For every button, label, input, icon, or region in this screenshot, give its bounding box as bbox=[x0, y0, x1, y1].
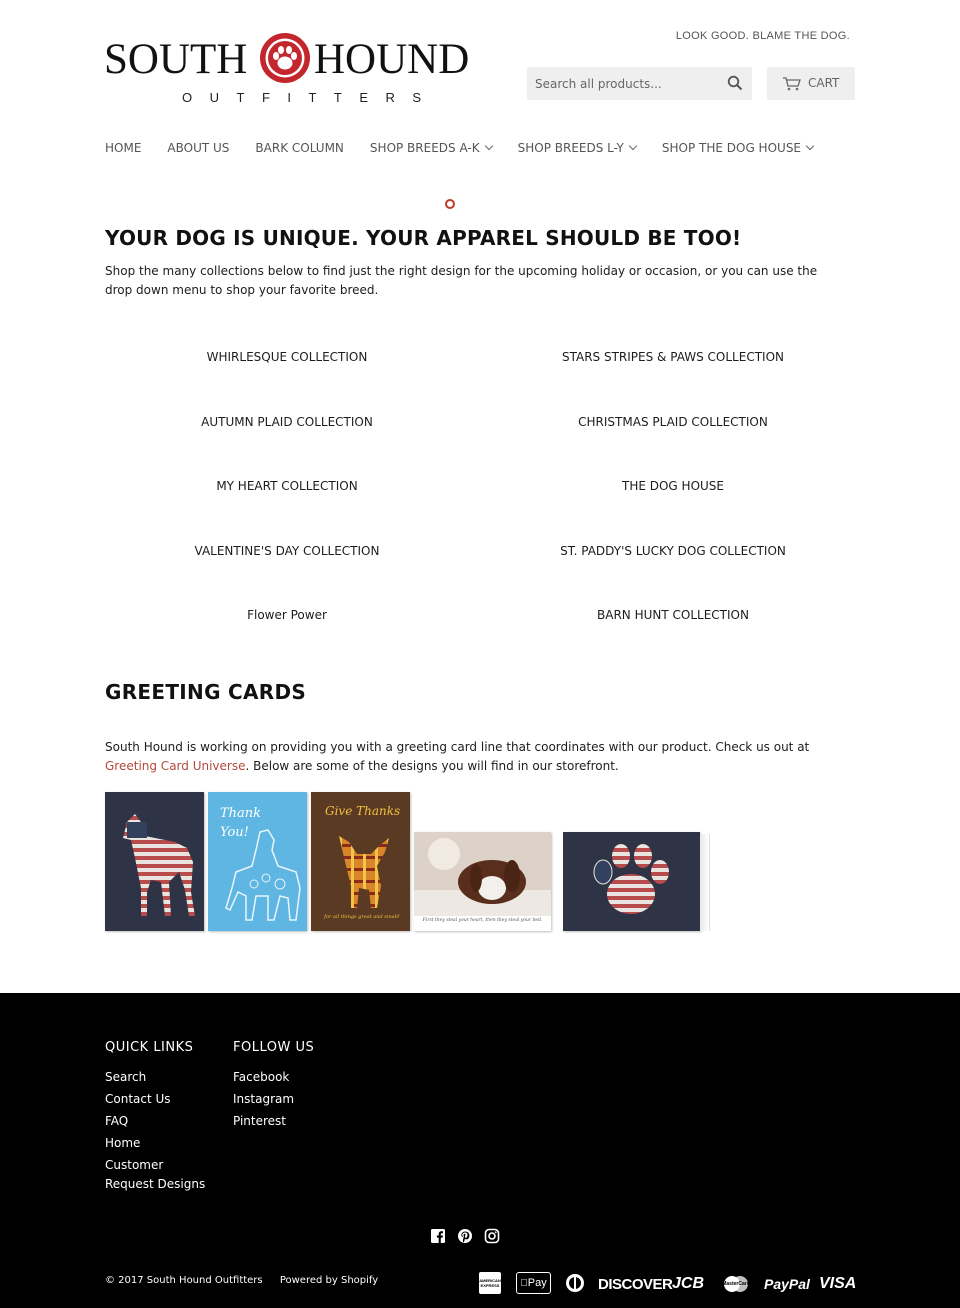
main-nav bbox=[105, 139, 839, 157]
dog-flag-image bbox=[105, 792, 204, 931]
paypal-icon bbox=[764, 1276, 810, 1292]
footer-link-contact[interactable]: Contact Us bbox=[105, 1092, 171, 1106]
collection-link-christmas-plaid[interactable]: CHRISTMAS PLAID COLLECTION bbox=[578, 415, 768, 429]
collection-link-stars-stripes[interactable]: STARS STRIPES & PAWS COLLECTION bbox=[561, 350, 784, 364]
card-give-thanks-text: Give Thanks bbox=[325, 804, 401, 818]
apple-pay-icon bbox=[516, 1272, 551, 1294]
cart-button[interactable] bbox=[767, 67, 855, 100]
dog-photo-image bbox=[414, 832, 551, 931]
chevron-down-icon bbox=[629, 142, 637, 150]
footer-link-search[interactable]: Search bbox=[105, 1070, 147, 1084]
card-thank-you-text: Thank You! bbox=[220, 806, 262, 840]
copyright-text: © 2017 South Hound Outfitters bbox=[105, 1275, 263, 1286]
diners-club-icon bbox=[564, 1272, 586, 1294]
facebook-icon[interactable] bbox=[430, 1228, 446, 1244]
site-logo[interactable] bbox=[104, 32, 482, 108]
footer-link-customer-request[interactable] bbox=[105, 1154, 215, 1194]
nav-label: BARK COLUMN bbox=[255, 141, 344, 155]
card-paw-flag[interactable] bbox=[563, 832, 700, 931]
mastercard-label: MasterCard bbox=[722, 1281, 750, 1287]
discover-icon bbox=[598, 1276, 672, 1293]
page-title: YOUR DOG IS UNIQUE. YOUR APPAREL SHOULD BE TOO! bbox=[105, 226, 742, 250]
follow-links-list bbox=[233, 1066, 294, 1132]
card-thank-you[interactable] bbox=[208, 792, 307, 931]
search-form bbox=[527, 67, 752, 100]
greeting-cards-text bbox=[105, 738, 850, 776]
card-fold-edge bbox=[700, 834, 710, 931]
follow-us-heading: FOLLOW US bbox=[233, 1040, 315, 1055]
nav-label: HOME bbox=[105, 141, 142, 155]
copyright bbox=[105, 1275, 392, 1286]
collection-link-flower-power[interactable]: Flower Power bbox=[247, 608, 327, 622]
card-give-thanks[interactable] bbox=[311, 792, 410, 931]
nav-label: SHOP BREEDS A-K bbox=[369, 141, 480, 155]
collection-link-autumn-plaid[interactable]: AUTUMN PLAID COLLECTION bbox=[201, 415, 373, 429]
nav-bark-column[interactable] bbox=[255, 139, 344, 157]
mastercard-icon bbox=[722, 1274, 750, 1294]
chevron-down-icon bbox=[806, 142, 814, 150]
footer-link-home[interactable]: Home bbox=[105, 1136, 141, 1150]
nav-home[interactable] bbox=[105, 139, 141, 157]
card-photo-caption: First they steal your heart, then they steal your bed. bbox=[422, 918, 543, 923]
greeting-text-part: South Hound is working on providing you with a greeting card line that coordinates with our product. Check us out at bbox=[105, 740, 810, 754]
nav-shop-breeds-a-k[interactable] bbox=[370, 139, 492, 157]
footer-link-pinterest[interactable]: Pinterest bbox=[233, 1114, 287, 1128]
jcb-label: JCB bbox=[672, 1275, 705, 1292]
nav-label: SHOP BREEDS L-Y bbox=[517, 141, 624, 155]
visa-label: VISA bbox=[819, 1275, 857, 1292]
collection-link-valentines[interactable]: VALENTINE'S DAY COLLECTION bbox=[194, 544, 380, 558]
logo-word-south: SOUTH bbox=[104, 36, 248, 83]
greeting-cards-heading: GREETING CARDS bbox=[105, 680, 307, 704]
nav-label: ABOUT US bbox=[167, 141, 230, 155]
quick-links-list bbox=[105, 1066, 215, 1194]
footer-link-label: Customer bbox=[105, 1158, 164, 1172]
amex-label: AMERICAN EXPRESS bbox=[479, 1278, 501, 1288]
instagram-icon[interactable] bbox=[484, 1228, 500, 1244]
apple-glyph bbox=[520, 1278, 528, 1289]
collection-link-my-heart[interactable]: MY HEART COLLECTION bbox=[216, 479, 358, 493]
footer-link-instagram[interactable]: Instagram bbox=[233, 1092, 295, 1106]
apple-pay-label: Pay bbox=[524, 1277, 543, 1289]
amex-icon bbox=[479, 1272, 501, 1294]
jcb-icon bbox=[672, 1275, 704, 1293]
nav-shop-the-dog-house[interactable] bbox=[662, 139, 813, 157]
visa-icon bbox=[819, 1275, 856, 1293]
logo-subtitle: OUTFITTERS bbox=[182, 90, 439, 105]
discover-label: DISCOVER bbox=[598, 1276, 673, 1293]
quick-links-heading: QUICK LINKS bbox=[105, 1040, 194, 1055]
footer-link-label: Request Designs bbox=[105, 1177, 206, 1191]
footer-link-facebook[interactable]: Facebook bbox=[233, 1070, 290, 1084]
paypal-label: PayPal bbox=[764, 1276, 810, 1292]
greeting-card-universe-link[interactable]: Greeting Card Universe bbox=[105, 759, 246, 773]
footer-link-faq[interactable]: FAQ bbox=[105, 1114, 129, 1128]
collection-link-whirlesque[interactable]: WHIRLESQUE COLLECTION bbox=[206, 350, 368, 364]
logo-word-hound: HOUND bbox=[314, 36, 470, 83]
search-icon[interactable] bbox=[727, 75, 743, 91]
collection-link-dog-house[interactable]: THE DOG HOUSE bbox=[622, 479, 724, 493]
search-input[interactable] bbox=[527, 67, 717, 100]
powered-by-shopify-link[interactable]: Powered by Shopify bbox=[279, 1275, 379, 1286]
pinterest-icon[interactable] bbox=[457, 1228, 473, 1244]
card-stars-stripes-dane[interactable] bbox=[105, 792, 204, 931]
card-give-thanks-subtext: for all things great and small! bbox=[324, 914, 400, 920]
cart-icon bbox=[783, 77, 801, 91]
slideshow-dot[interactable] bbox=[445, 199, 455, 209]
cart-label: CART bbox=[808, 76, 840, 90]
greeting-text-part: . Below are some of the designs you will find in our storefront. bbox=[245, 759, 619, 773]
nav-shop-breeds-l-y[interactable] bbox=[518, 139, 636, 157]
chevron-down-icon bbox=[484, 142, 492, 150]
tagline: LOOK GOOD. BLAME THE DOG. bbox=[675, 30, 850, 42]
card-photo-dog[interactable] bbox=[414, 832, 551, 931]
nav-label: SHOP THE DOG HOUSE bbox=[661, 141, 802, 155]
collection-link-barn-hunt[interactable]: BARN HUNT COLLECTION bbox=[597, 608, 749, 622]
collection-link-st-paddys[interactable]: ST. PADDY'S LUCKY DOG COLLECTION bbox=[560, 544, 786, 558]
paw-flag-icon bbox=[563, 832, 700, 931]
nav-about-us[interactable] bbox=[167, 139, 229, 157]
paw-logo-icon bbox=[259, 32, 311, 84]
intro-text: Shop the many collections below to find just the right design for the upcoming holiday or occasion, or you can use the drop down menu to shop your favorite breed. bbox=[105, 264, 818, 297]
